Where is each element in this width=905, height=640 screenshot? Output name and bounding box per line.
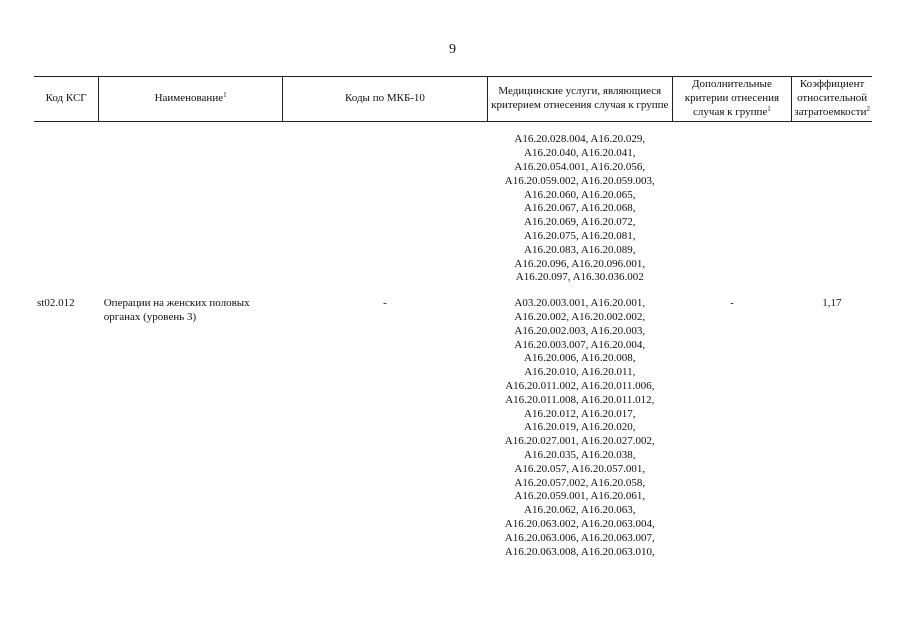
- service-code-line: A16.20.060, A16.20.065,: [524, 188, 636, 201]
- service-code-line: A03.20.003.001, A16.20.001,: [514, 297, 646, 310]
- criteria-cell: -: [730, 297, 734, 310]
- service-code-line: A16.20.062, A16.20.063,: [524, 504, 636, 517]
- service-code-line: A16.20.040, A16.20.041,: [524, 147, 636, 160]
- header-coefficient: Коэффициент относительной затратоемкости$^2$: [792, 77, 872, 122]
- coefficient-cell: 1,17: [822, 297, 842, 310]
- service-code-line: A16.20.063.006, A16.20.063.007,: [504, 531, 655, 544]
- service-code-line: A16.20.028.004, A16.20.029,: [514, 133, 646, 146]
- service-code-line: A16.20.011.008, A16.20.011.012,: [505, 393, 655, 406]
- service-code-line: A16.20.003.007, A16.20.004,: [514, 338, 646, 351]
- service-code-line: A16.20.057.002, A16.20.058,: [514, 476, 646, 489]
- header-criteria: Дополнительные критерии отнесения случая к группе$^1$: [672, 77, 792, 122]
- table-row-continuation: [34, 133, 872, 285]
- table-row: [34, 297, 872, 559]
- service-code-line: A16.20.002.003, A16.20.003,: [514, 324, 646, 337]
- service-code-line: A16.20.059.001, A16.20.061,: [514, 490, 646, 503]
- service-code-line: A16.20.011.002, A16.20.011.006,: [505, 379, 655, 392]
- ksg-name-cell: Операции на женских половых органах (уровень 3): [103, 297, 250, 323]
- service-code-line: A16.20.010, A16.20.011,: [524, 366, 636, 379]
- services-codes-continuation: [487, 133, 672, 285]
- service-code-line: A16.20.054.001, A16.20.056,: [514, 160, 646, 173]
- services-codes-cell: [487, 297, 672, 559]
- ksg-code-cell: st02.012: [37, 297, 75, 310]
- header-mkb10: Коды по МКБ-10: [282, 77, 487, 122]
- service-code-line: A16.20.096, A16.20.096.001,: [514, 257, 646, 270]
- service-code-line: A16.20.012, A16.20.017,: [524, 407, 636, 420]
- header-ksg-code: Код КСГ: [34, 77, 99, 122]
- header-services: Медицинские услуги, являющиеся критерием отнесения случая к группе: [487, 77, 672, 122]
- service-code-line: A16.20.019, A16.20.020,: [524, 421, 636, 434]
- service-code-line: A16.20.067, A16.20.068,: [524, 202, 636, 215]
- ksg-table: [34, 76, 872, 559]
- service-code-line: A16.20.059.002, A16.20.059.003,: [504, 174, 655, 187]
- service-code-line: A16.20.097, A16.30.036.002: [515, 271, 644, 284]
- service-code-line: A16.20.083, A16.20.089,: [524, 243, 636, 256]
- table-header-row: [34, 77, 872, 122]
- service-code-line: A16.20.063.002, A16.20.063.004,: [504, 517, 655, 530]
- footnote-mark: 1: [767, 104, 771, 113]
- service-code-line: A16.20.006, A16.20.008,: [524, 352, 636, 365]
- service-code-line: A16.20.069, A16.20.072,: [524, 216, 636, 229]
- service-code-line: A16.20.002, A16.20.002.002,: [514, 310, 646, 323]
- service-code-line: A16.20.075, A16.20.081,: [524, 229, 636, 242]
- service-code-line: A16.20.027.001, A16.20.027.002,: [504, 435, 655, 448]
- service-code-line: A16.20.035, A16.20.038,: [524, 448, 636, 461]
- service-code-line: A16.20.057, A16.20.057.001,: [514, 462, 646, 475]
- page-number: 9: [449, 42, 456, 57]
- header-name: Наименование$^1$: [99, 77, 283, 122]
- mkb10-cell: -: [383, 297, 387, 310]
- footnote-mark: 2: [866, 104, 870, 113]
- footnote-mark: 1: [223, 90, 227, 99]
- service-code-line: A16.20.063.008, A16.20.063.010,: [504, 545, 655, 558]
